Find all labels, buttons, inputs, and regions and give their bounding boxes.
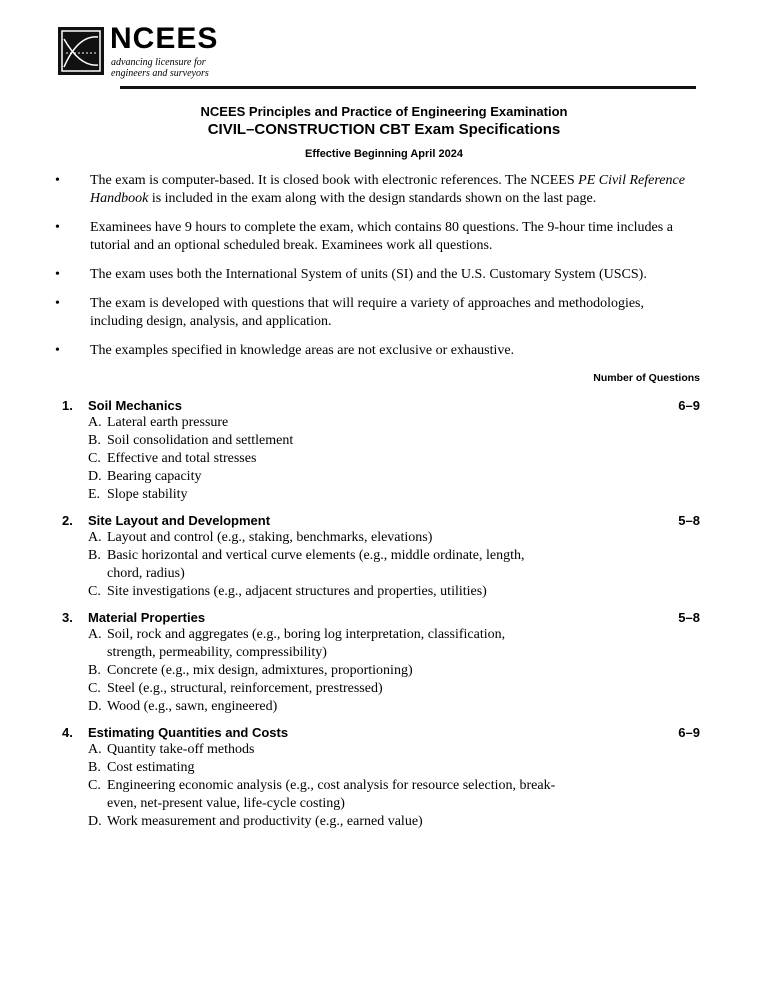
bullet-icon: • [55,173,60,188]
item-letter: A. [88,530,102,545]
item-letter: C. [88,584,101,599]
topic-number: 3. [62,610,73,625]
header-rule [120,86,696,89]
bullet-item: • The exam is developed with questions that will require a variety of approaches and methodologies, including design, analysis, and application. [55,296,645,329]
topic-number: 4. [62,725,73,740]
bullet-item: • The exam is computer-based. It is closed book with electronic references. The NCEES PE Civil Reference Handbook is included in the exam along with the design standards shown on the last page. [55,173,685,206]
topic-number: 1. [62,398,73,413]
knowledge-area-item [88,450,557,468]
item-letter: A. [88,415,102,430]
knowledge-area-item [88,414,557,432]
ncees-logo [58,22,228,83]
item-text: Work measurement and productivity (e.g., earned value) [107,814,423,829]
knowledge-area-item [88,529,557,547]
logo-emblem-icon [58,27,104,75]
topic-title: Estimating Quantities and Costs [88,725,289,740]
logo-tagline: advancing licensure for engineers and surveyors [111,57,209,79]
topic-title: Site Layout and Development [88,513,271,528]
bullet-icon: • [55,220,60,235]
knowledge-area-item [88,777,557,813]
item-text: Slope stability [107,487,188,502]
topic-title: Material Properties [88,610,206,625]
knowledge-area-item [88,486,557,504]
item-letter: C. [88,778,101,793]
number-of-questions-header: Number of Questions [593,372,700,384]
topic-title: Soil Mechanics [88,398,182,413]
knowledge-area-item [88,698,557,716]
bullet-item: • Examinees have 9 hours to complete the exam, which contains 80 questions. The 9-hour time includes a tutorial and an optional scheduled break. Examinees work all questions. [55,220,673,253]
knowledge-area-item [88,741,557,759]
topic-section [62,724,700,831]
knowledge-area-item [88,583,557,601]
header [0,104,768,161]
topic-heading [62,512,700,529]
knowledge-area-item [88,468,557,486]
exam-title: NCEES Principles and Practice of Engineering Examination [200,104,568,119]
knowledge-area-item [88,432,557,450]
question-count: 6–9 [678,398,700,413]
spec-title: CIVIL–CONSTRUCTION CBT Exam Specifications [207,121,561,138]
item-letter: A. [88,627,102,642]
item-text: Wood (e.g., sawn, engineered) [107,699,278,714]
item-text: Cost estimating [107,760,195,775]
topic-heading [62,724,700,741]
item-text: Quantity take-off methods [107,742,255,757]
item-text: Basic horizontal and vertical curve elements (e.g., middle ordinate, length, chord, radius) [107,548,525,581]
topic-section [62,397,700,504]
item-letter: D. [88,469,102,484]
item-text: Effective and total stresses [107,451,257,466]
knowledge-area-item [88,680,557,698]
item-letter: C. [88,681,101,696]
item-letter: C. [88,451,101,466]
item-text: Soil consolidation and settlement [107,433,294,448]
topic-heading [62,609,700,626]
effective-date: Effective Beginning April 2024 [305,148,463,160]
bullet-item: • The examples specified in knowledge areas are not exclusive or exhaustive. [55,343,515,358]
item-letter: B. [88,433,101,448]
knowledge-area-item [88,813,557,831]
question-count: 6–9 [678,725,700,740]
bullet-icon: • [55,267,60,282]
question-count: 5–8 [678,513,700,528]
bullet-icon: • [55,343,60,358]
item-letter: A. [88,742,102,757]
item-letter: D. [88,699,102,714]
question-count: 5–8 [678,610,700,625]
knowledge-area-item [88,662,557,680]
content [55,172,700,839]
knowledge-area-item [88,759,557,777]
topic-section [62,512,700,601]
bullet-item: • The exam uses both the International System of units (SI) and the U.S. Customary System (USCS). [55,267,647,282]
item-letter: B. [88,663,101,678]
item-letter: B. [88,548,101,563]
item-text: Lateral earth pressure [107,415,229,430]
topic-list [55,397,700,831]
item-text: Steel (e.g., structural, reinforcement, prestressed) [107,681,383,696]
knowledge-area-item [88,626,557,662]
item-text: Layout and control (e.g., staking, benchmarks, elevations) [107,530,433,545]
logo-wordmark: NCEES [110,22,219,55]
item-text: Soil, rock and aggregates (e.g., boring log interpretation, classification, strength, permeability, compressibility) [107,627,506,660]
item-text: Concrete (e.g., mix design, admixtures, proportioning) [107,663,413,678]
item-text: Bearing capacity [107,469,202,484]
topic-section [62,609,700,716]
topic-number: 2. [62,513,73,528]
item-letter: D. [88,814,102,829]
item-letter: E. [88,487,101,502]
topic-heading [62,397,700,414]
item-letter: B. [88,760,101,775]
bullet-icon: • [55,296,60,311]
item-text: Site investigations (e.g., adjacent structures and properties, utilities) [107,584,487,599]
item-text: Engineering economic analysis (e.g., cost analysis for resource selection, break-even, net-present value, life-cycle costing) [107,778,556,811]
knowledge-area-item [88,547,557,583]
